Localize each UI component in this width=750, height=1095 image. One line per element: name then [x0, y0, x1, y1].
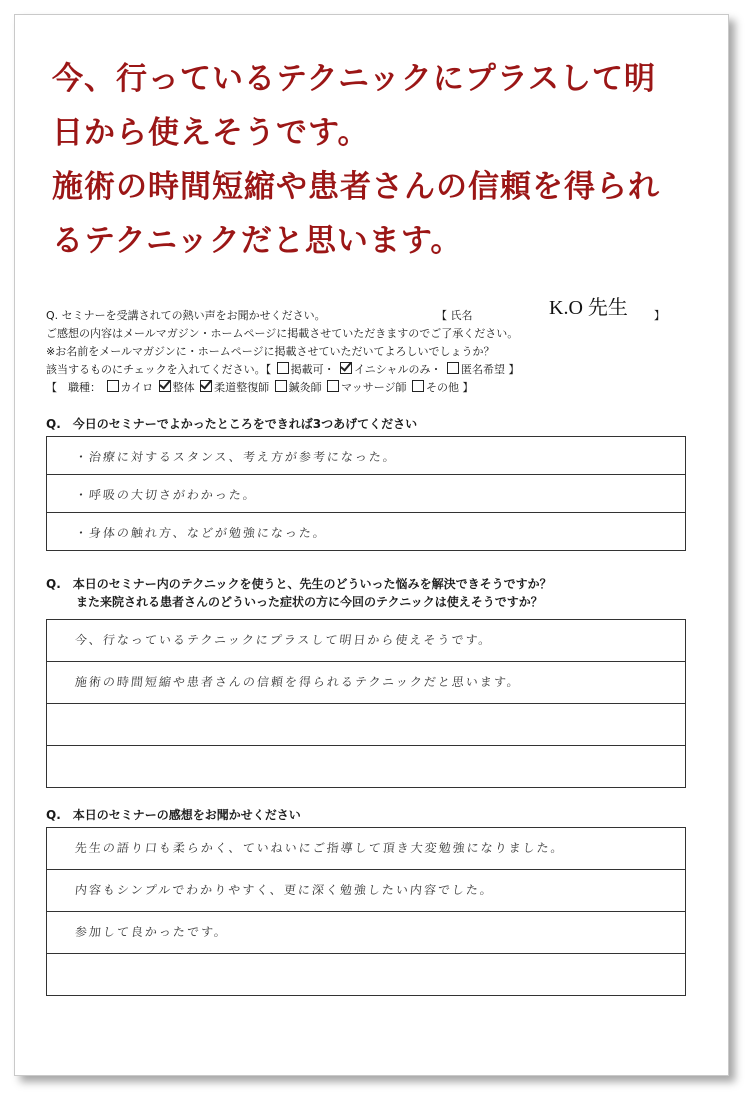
- job-acu-label: 鍼灸師: [288, 381, 322, 394]
- job-label: 【 職種：: [46, 381, 101, 394]
- headline-line-1: 今、行っているテクニックにプラスして明: [52, 61, 656, 97]
- job-close: 】: [462, 381, 474, 394]
- answer-row[interactable]: [47, 869, 685, 911]
- check-prompt: 該当するものにチェックを入れてください。【: [46, 363, 272, 376]
- answer-text: 先生の語り口も柔らかく、ていねいにご指導して頂き大変勉強になりました。: [74, 841, 566, 855]
- job-seitai-label: 整体: [172, 381, 195, 394]
- checkbox-chiro[interactable]: [107, 380, 119, 392]
- answer-row[interactable]: [47, 953, 685, 995]
- name-value: K.O 先生: [549, 297, 628, 319]
- opt-publish-label: 掲載可・: [290, 363, 335, 376]
- consent-line-1: ご感想の内容はメールマガジン・ホームページに掲載させていただきますのでご了承ください。: [46, 327, 519, 340]
- checkbox-acu[interactable]: [275, 380, 287, 392]
- name-bracket-close: 】: [654, 309, 665, 322]
- job-massage-label: マッサージ師: [341, 381, 407, 394]
- job-options: [46, 379, 686, 397]
- answer-row[interactable]: [47, 828, 685, 869]
- question-3-answers: [46, 619, 686, 788]
- question-2-title: Q. 今日のセミナーでよかったところをできれば3つあげてください: [46, 417, 418, 431]
- checkbox-judo[interactable]: [200, 380, 212, 392]
- answer-text: ・呼吸の大切さがわかった。: [74, 488, 258, 502]
- question-4-answers: [46, 827, 686, 996]
- headline-line-3: 施術の時間短縮や患者さんの信頼を得られ: [52, 169, 660, 205]
- question-1: Q. セミナーを受講されての熱い声をお聞かせください。: [46, 309, 326, 322]
- answer-text: 参加して良かったです。: [74, 925, 229, 939]
- answer-row[interactable]: [47, 745, 685, 787]
- question-2-answers: [46, 436, 686, 551]
- check-close: 】: [508, 363, 520, 376]
- checkbox-other[interactable]: [412, 380, 424, 392]
- question-3-title: Q. 本日のセミナー内のテクニックを使うと、先生のどういった悩みを解決できそうですか？: [46, 577, 552, 591]
- question-4-title: Q. 本日のセミナーの感想をお聞かせください: [46, 808, 301, 822]
- answer-text: 今、行なっているテクニックにプラスして明日から使えそうです。: [74, 633, 494, 647]
- answer-row[interactable]: [47, 512, 685, 550]
- consent-line-2: ※お名前をメールマガジンに・ホームページに掲載させていただいてよろしいでしょうか？: [46, 345, 495, 358]
- name-label: 【 氏名: [436, 309, 473, 322]
- opt-anon-label: 匿名希望: [461, 363, 506, 376]
- publish-options: [46, 361, 686, 379]
- job-judo-label: 柔道整復師: [214, 381, 270, 394]
- answer-row[interactable]: [47, 437, 685, 474]
- checkbox-anon[interactable]: [447, 362, 459, 374]
- job-chiro-label: カイロ: [120, 381, 154, 394]
- headline-line-2: 日から使えそうです。: [52, 115, 370, 151]
- checkbox-seitai[interactable]: [159, 380, 171, 392]
- answer-text: 内容もシンプルでわかりやすく、更に深く勉強したい内容でした。: [74, 883, 495, 897]
- answer-row[interactable]: [47, 661, 685, 703]
- job-other-label: その他: [426, 381, 460, 394]
- checkbox-initial[interactable]: [340, 362, 352, 374]
- checkbox-publish[interactable]: [277, 362, 289, 374]
- name-line: [46, 297, 686, 325]
- question-3-subtitle: また来院される患者さんのどういった症状の方に今回のテクニックは使えそうですか？: [76, 595, 543, 609]
- headline-line-4: るテクニックだと思います。: [52, 223, 463, 259]
- answer-row[interactable]: [47, 474, 685, 512]
- answer-text: ・治療に対するスタンス、考え方が参考になった。: [74, 450, 398, 464]
- headline-quote: [52, 52, 722, 268]
- survey-form: [46, 297, 686, 996]
- checkbox-massage[interactable]: [327, 380, 339, 392]
- answer-row[interactable]: [47, 703, 685, 745]
- answer-row[interactable]: [47, 620, 685, 661]
- answer-text: 施術の時間短縮や患者さんの信頼を得られるテクニックだと思います。: [74, 675, 522, 689]
- opt-initial-label: イニシャルのみ・: [354, 363, 442, 376]
- answer-row[interactable]: [47, 911, 685, 953]
- answer-text: ・身体の触れ方、などが勉強になった。: [74, 526, 328, 540]
